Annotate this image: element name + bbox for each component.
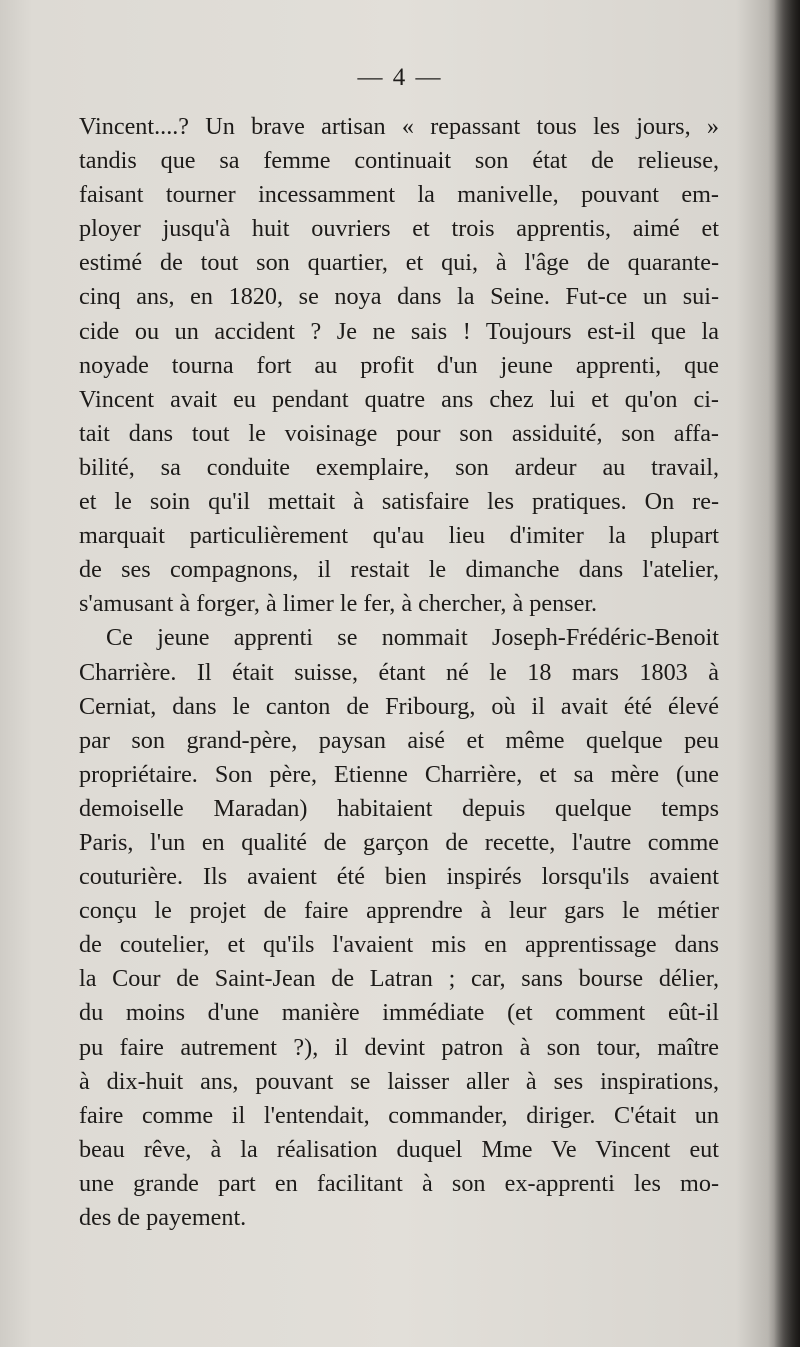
text-line: beau rêve, à la réalisation duquel Mme Ve Vincent eut: [79, 1135, 719, 1163]
spine-shadow: [774, 0, 800, 1347]
text-line: propriétaire. Son père, Etienne Charrière, et sa mère (une: [79, 760, 719, 788]
text-line: faire comme il l'entendait, commander, diriger. C'était un: [79, 1101, 719, 1129]
text-line: conçu le projet de faire apprendre à leur gars le métier: [79, 897, 719, 925]
text-line: cinq ans, en 1820, se noya dans la Seine. Fut-ce un sui-: [79, 283, 719, 311]
text-line: et le soin qu'il mettait à satisfaire les pratiques. On re-: [79, 488, 719, 516]
text-line: ployer jusqu'à huit ouvriers et trois apprentis, aimé et: [79, 215, 719, 243]
text-line: à dix-huit ans, pouvant se laisser aller à ses inspirations,: [79, 1067, 719, 1095]
text-line: du moins d'une manière immédiate (et comment eût-il: [79, 999, 719, 1027]
text-line: bilité, sa conduite exemplaire, son ardeur au travail,: [79, 453, 719, 481]
body-text: [79, 110, 719, 1235]
text-line: s'amusant à forger, à limer le fer, à chercher, à penser.: [79, 590, 598, 618]
text-line: par son grand-père, paysan aisé et même quelque peu: [79, 726, 719, 754]
text-line: Cerniat, dans le canton de Fribourg, où il avait été élevé: [79, 692, 719, 720]
text-line: Vincent avait eu pendant quatre ans chez lui et qu'on ci-: [79, 385, 719, 413]
text-line: Charrière. Il était suisse, étant né le 18 mars 1803 à: [79, 658, 719, 686]
text-line: faisant tourner incessamment la manivelle, pouvant em-: [79, 181, 719, 209]
text-line: pu faire autrement ?), il devint patron à son tour, maître: [79, 1033, 719, 1061]
text-line: couturière. Ils avaient été bien inspirés lorsqu'ils avaient: [79, 863, 719, 891]
text-line: la Cour de Saint-Jean de Latran ; car, sans bourse délier,: [79, 965, 719, 993]
text-line: noyade tourna fort au profit d'un jeune apprenti, que: [79, 351, 719, 379]
text-line: de ses compagnons, il restait le dimanche dans l'atelier,: [79, 556, 719, 584]
text-line: Paris, l'un en qualité de garçon de recette, l'autre comme: [79, 828, 719, 856]
text-line: cide ou un accident ? Je ne sais ! Toujours est-il que la: [79, 317, 719, 345]
text-line: Ce jeune apprenti se nommait Joseph-Frédéric-Benoit: [106, 624, 719, 652]
text-line: tait dans tout le voisinage pour son assiduité, son affa-: [79, 419, 719, 447]
page-number: — 4 —: [357, 64, 443, 91]
text-line: demoiselle Maradan) habitaient depuis quelque temps: [79, 794, 719, 822]
text-line: une grande part en facilitant à son ex-apprenti les mo-: [79, 1169, 719, 1197]
text-line: Vincent....? Un brave artisan « repassant tous les jours, »: [79, 113, 719, 140]
text-line: des de payement.: [79, 1204, 247, 1231]
text-line: tandis que sa femme continuait son état de relieuse,: [79, 147, 719, 175]
text-line: de coutelier, et qu'ils l'avaient mis en apprentissage dans: [79, 931, 719, 959]
text-line: marquait particulièrement qu'au lieu d'imiter la plupart: [79, 522, 719, 550]
text-line: estimé de tout son quartier, et qui, à l'âge de quarante-: [79, 249, 719, 277]
